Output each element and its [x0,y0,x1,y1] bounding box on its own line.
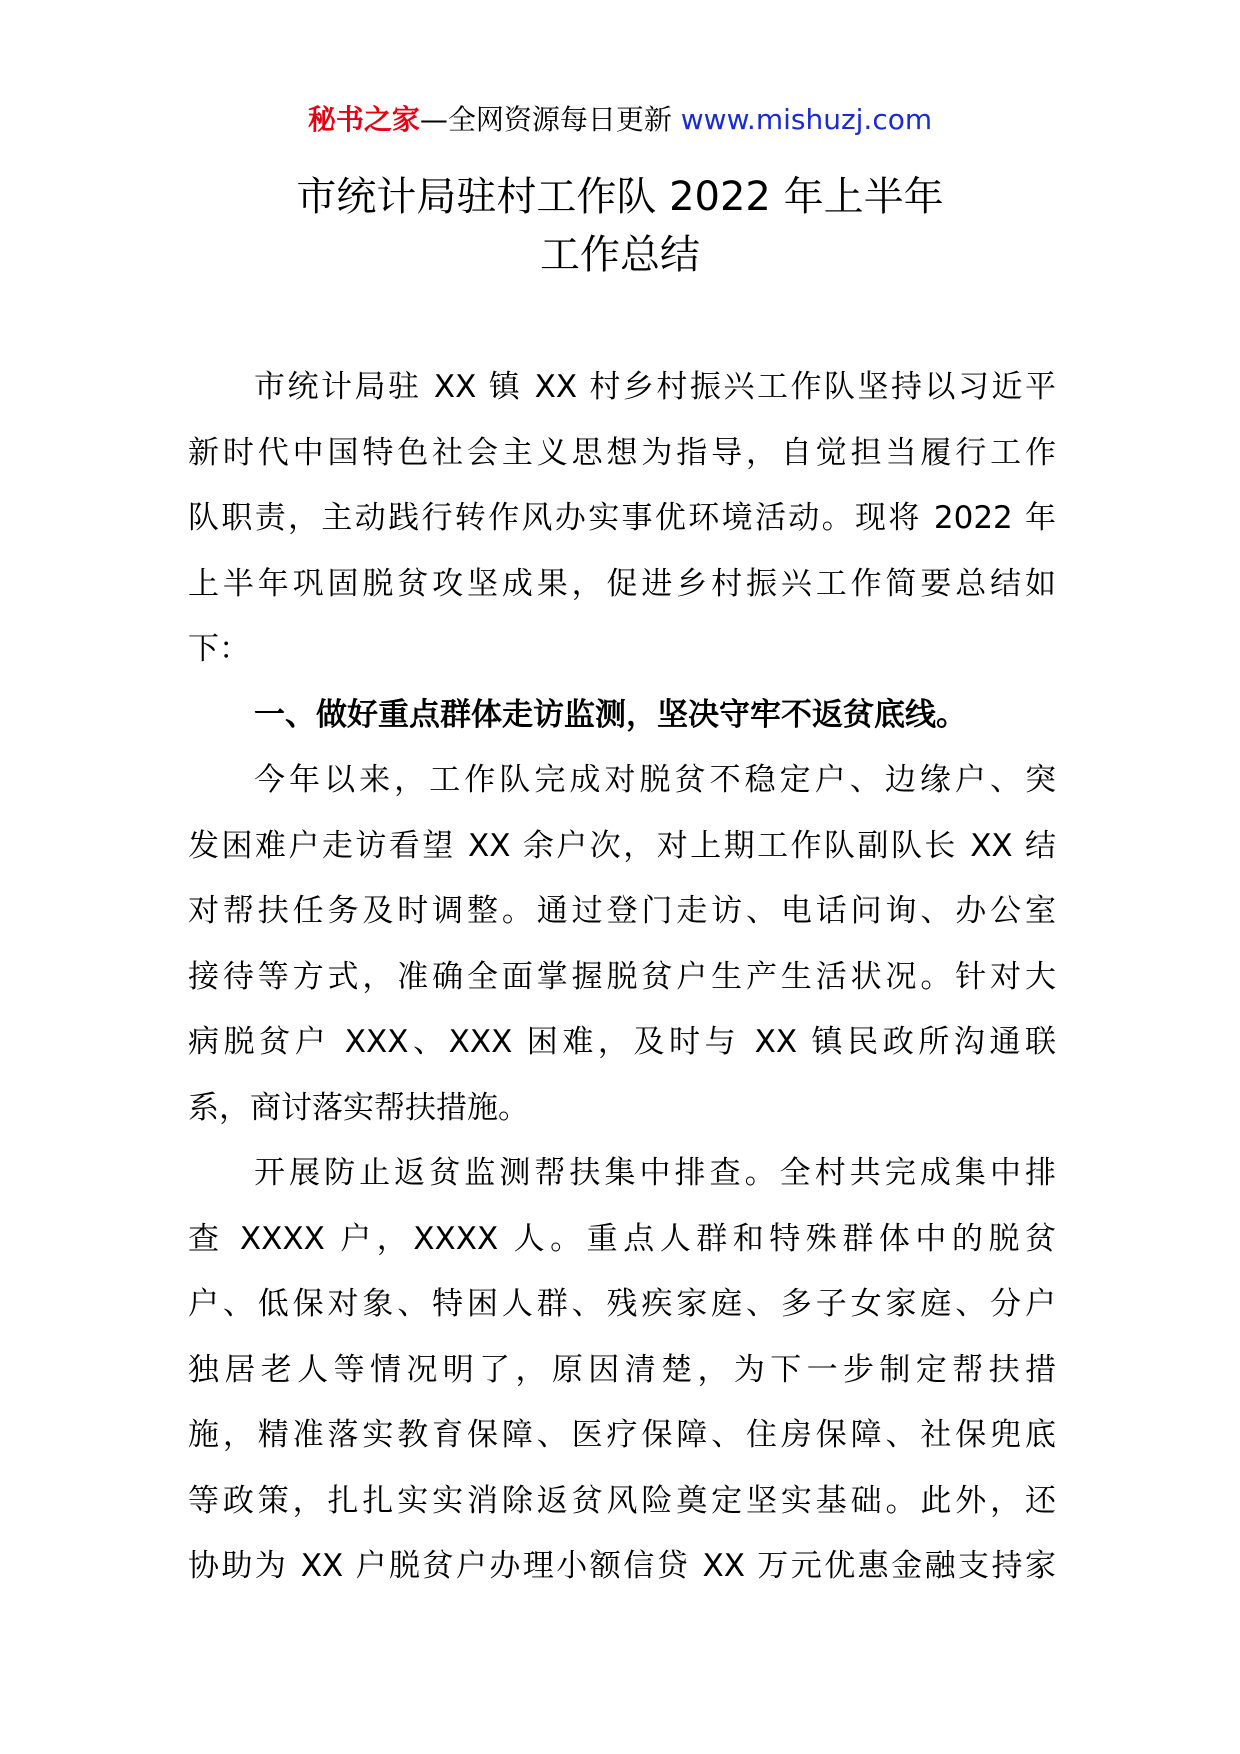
text-line: 对帮扶任务及时调整。通过登门走访、电话问询、办公室 [188,893,1056,929]
banner-slogan: —全网资源每日更新 [419,103,681,136]
text-line: 今年以来，工作队完成对脱贫不稳定户、边缘户、突 [254,762,1056,798]
paragraph-monitoring [188,1141,1056,1600]
text-line: 下： [188,631,250,667]
text-line: 上半年巩固脱贫攻坚成果，促进乡村振兴工作简要总结如 [188,565,1056,602]
text-line: 户、低保对象、特困人群、残疾家庭、多子女家庭、分户 [188,1286,1056,1322]
brand-name: 秘书之家 [307,103,420,136]
text-line: 接待等方式，准确全面掌握脱贫户生产生活状况。针对大 [188,958,1056,995]
title-line-1: 市统计局驻村工作队 2022 年上半年 [296,174,944,220]
document-body [188,355,1056,1600]
text-line: 协助为 XX 户脱贫户办理小额信贷 XX 万元优惠金融支持家 [188,1548,1056,1584]
paragraph-intro [188,355,1056,683]
text-line: 等政策，扎扎实实消除返贫风险奠定坚实基础。此外，还 [188,1482,1056,1519]
text-line: 系，商讨落实帮扶措施。 [188,1089,529,1126]
text-line: 新时代中国特色社会主义思想为指导，自觉担当履行工作 [188,434,1056,471]
section-heading-1: 一、做好重点群体走访监测，坚决守牢不返贫底线。 [254,696,967,733]
text-line: 市统计局驻 XX 镇 XX 村乡村振兴工作队坚持以习近平 [254,369,1056,405]
text-line: 独居老人等情况明了，原因清楚，为下一步制定帮扶措 [188,1351,1056,1388]
site-url-link[interactable]: www.mishuzj.com [680,103,933,136]
text-line: 开展防止返贫监测帮扶集中排查。全村共完成集中排 [254,1155,1056,1191]
text-line: 发困难户走访看望 XX 余户次，对上期工作队副队长 XX 结 [188,827,1056,864]
text-line: 队职责，主动践行转作风办实事优环境活动。现将 2022 年 [188,500,1056,536]
document-title [0,168,1240,284]
text-line: 病脱贫户 XXX、XXX 困难，及时与 XX 镇民政所沟通联 [188,1024,1056,1060]
title-line-2: 工作总结 [540,232,700,278]
text-line: 施，精准落实教育保障、医疗保障、住房保障、社保兜底 [188,1417,1056,1453]
site-banner [0,100,1240,140]
paragraph-visits [188,748,1056,1141]
text-line: 查 XXXX 户，XXXX 人。重点人群和特殊群体中的脱贫 [188,1220,1056,1257]
